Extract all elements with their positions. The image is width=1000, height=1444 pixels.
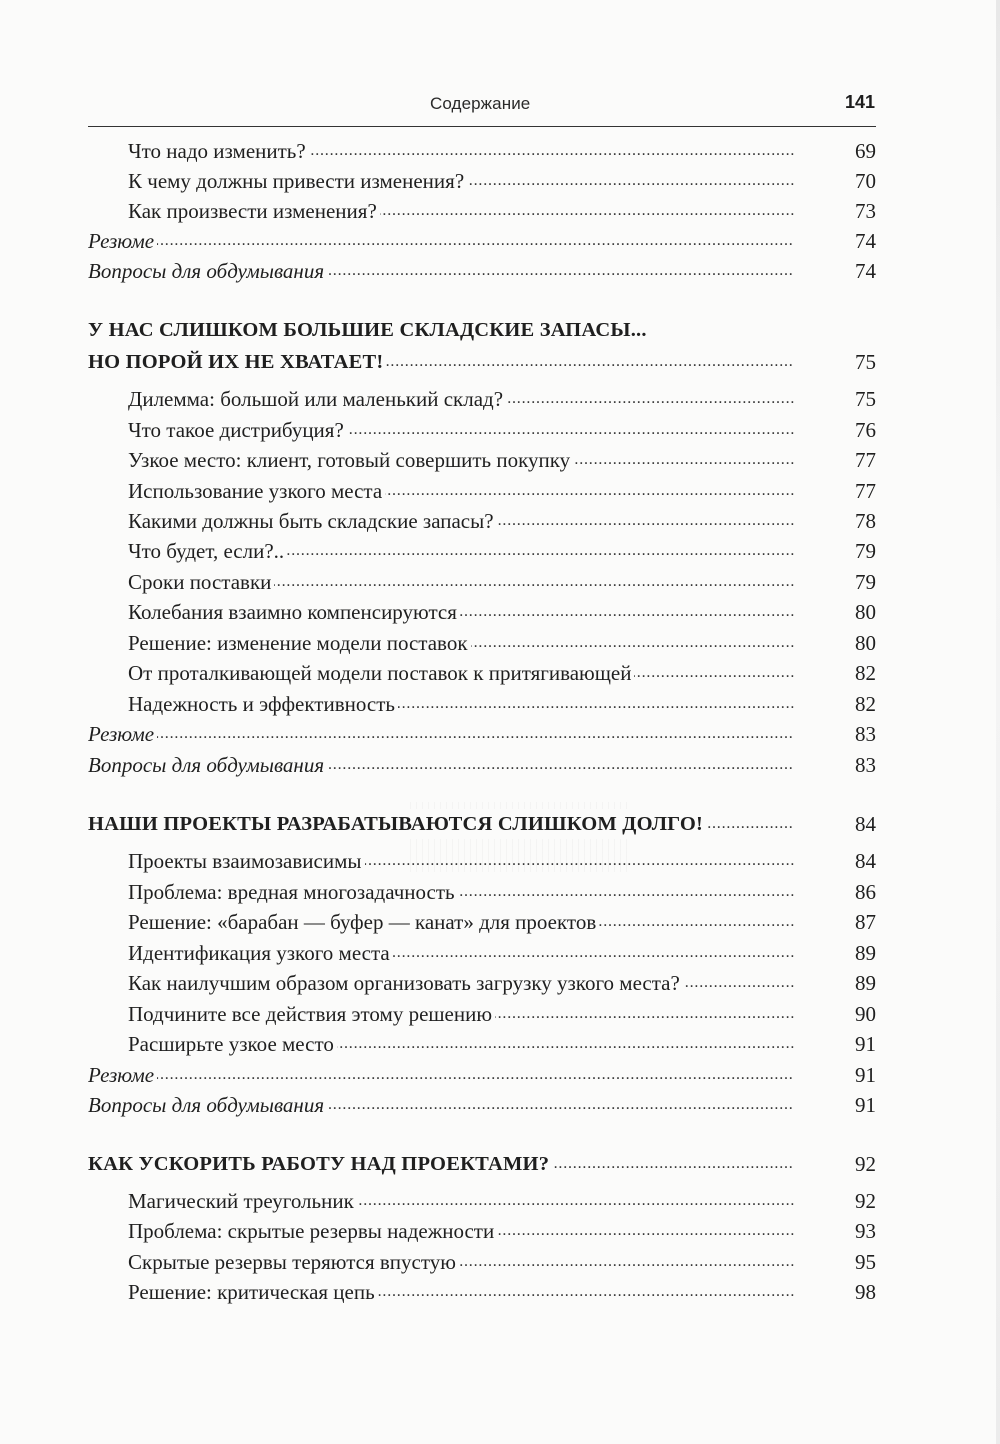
toc-questions	[88, 1090, 876, 1120]
toc-item-title: Что такое дистрибуция?	[128, 415, 347, 445]
toc-item	[88, 166, 876, 196]
toc-item-title: Какими должны быть складские запасы?	[128, 506, 497, 536]
resume-title: Резюме	[88, 719, 157, 749]
toc-item	[88, 476, 876, 506]
toc-item	[88, 907, 876, 937]
toc-item-title: Узкое место: клиент, готовый совершить покупку	[128, 445, 573, 475]
chapter-heading	[88, 1149, 876, 1179]
resume-title: Резюме	[88, 226, 157, 256]
toc-questions	[88, 256, 876, 286]
toc-item	[88, 1216, 876, 1246]
toc-item-page: 95	[855, 1250, 876, 1274]
toc-item-page: 79	[855, 539, 876, 563]
running-header	[88, 92, 876, 127]
toc-item	[88, 658, 876, 688]
dot-leader	[88, 719, 794, 749]
toc-item-title: Проблема: вредная многозадачность	[128, 877, 458, 907]
toc-item-title: Надежность и эффективность	[128, 689, 398, 719]
dot-leader	[88, 226, 794, 256]
toc-item-title: Как произвести изменения?	[128, 196, 380, 226]
toc-item	[88, 968, 876, 998]
chapter-page: 75	[855, 350, 876, 374]
toc-item-page: 77	[855, 479, 876, 503]
toc-resume	[88, 226, 876, 256]
toc-item-page: 98	[855, 1280, 876, 1304]
toc-item	[88, 1186, 876, 1216]
toc-item-title: Дилемма: большой или маленький склад?	[128, 384, 506, 414]
toc-item	[88, 628, 876, 658]
toc-item-page: 80	[855, 631, 876, 655]
toc-item-page: 90	[855, 1002, 876, 1026]
toc-item-title: Сроки поставки	[128, 567, 274, 597]
dot-leader	[88, 1060, 794, 1090]
resume-page: 74	[855, 229, 876, 253]
toc-item	[88, 1029, 876, 1059]
toc-item	[88, 1277, 876, 1307]
toc-resume	[88, 1060, 876, 1090]
resume-page: 91	[855, 1063, 876, 1087]
section-title: Содержание	[430, 94, 531, 113]
toc-item-title: Проекты взаимозависимы	[128, 846, 365, 876]
chapter-title: НАШИ ПРОЕКТЫ РАЗРАБАТЫВАЮТСЯ СЛИШКОМ ДОЛГО!	[88, 809, 706, 839]
toc-item-page: 78	[855, 509, 876, 533]
chapter-title: КАК УСКОРИТЬ РАБОТУ НАД ПРОЕКТАМИ?	[88, 1149, 552, 1179]
toc-item	[88, 536, 876, 566]
toc-item	[88, 415, 876, 445]
toc-item-title: Проблема: скрытые резервы надежности	[128, 1216, 497, 1246]
chapter-heading	[88, 347, 876, 377]
toc-item-page: 86	[855, 880, 876, 904]
toc-item-page: 89	[855, 941, 876, 965]
toc-item	[88, 689, 876, 719]
toc-item-title: Как наилучшим образом организовать загрузку узкого места?	[128, 968, 683, 998]
toc-item	[88, 846, 876, 876]
toc-item	[88, 567, 876, 597]
resume-title: Резюме	[88, 1060, 157, 1090]
toc-item-title: Решение: изменение модели поставок	[128, 628, 471, 658]
toc-item-page: 79	[855, 570, 876, 594]
toc-item	[88, 1247, 876, 1277]
toc-item-title: Колебания взаимно компенсируются	[128, 597, 460, 627]
toc-item	[88, 506, 876, 536]
toc-item-title: Использование узкого места	[128, 476, 385, 506]
toc-item-title: Идентификация узкого места	[128, 938, 393, 968]
toc-item	[88, 999, 876, 1029]
toc-item-page: 69	[855, 139, 876, 163]
toc-item	[88, 136, 876, 166]
chapter-title-line-2: НО ПОРОЙ ИХ НЕ ХВАТАЕТ!	[88, 347, 386, 377]
toc-item-title: От проталкивающей модели поставок к притягивающей	[128, 658, 634, 688]
toc-item-page: 89	[855, 971, 876, 995]
toc-item-title: Магический треугольник	[128, 1186, 357, 1216]
toc-resume	[88, 719, 876, 749]
toc-item-title: К чему должны привести изменения?	[128, 166, 467, 196]
toc-item	[88, 597, 876, 627]
chapter-page: 92	[855, 1152, 876, 1176]
questions-title: Вопросы для обдумывания	[88, 256, 327, 286]
toc-item-page: 84	[855, 849, 876, 873]
toc-questions	[88, 750, 876, 780]
toc-item-page: 82	[855, 692, 876, 716]
chapter-page: 84	[855, 812, 876, 836]
toc-item-page: 77	[855, 448, 876, 472]
toc-item-page: 80	[855, 600, 876, 624]
page-number: 141	[844, 92, 875, 112]
toc-item-page: 91	[855, 1032, 876, 1056]
toc-item-page: 73	[855, 199, 876, 223]
toc-item-title: Решение: «барабан — буфер — канат» для проектов	[128, 907, 599, 937]
toc-item-page: 76	[855, 418, 876, 442]
chapter-title-line-1: У НАС СЛИШКОМ БОЛЬШИЕ СКЛАДСКИЕ ЗАПАСЫ...	[88, 319, 647, 341]
toc-item	[88, 938, 876, 968]
toc-item-page: 92	[855, 1189, 876, 1213]
page-edge-shadow	[996, 0, 1000, 1444]
toc-item-page: 75	[855, 387, 876, 411]
questions-title: Вопросы для обдумывания	[88, 750, 327, 780]
questions-title: Вопросы для обдумывания	[88, 1090, 327, 1120]
toc-item-title: Подчините все действия этому решению	[128, 999, 495, 1029]
toc-item	[88, 196, 876, 226]
questions-page: 83	[855, 753, 876, 777]
toc-item-page: 82	[855, 661, 876, 685]
questions-page: 91	[855, 1093, 876, 1117]
toc-item	[88, 384, 876, 414]
toc-item-title: Что будет, если?..	[128, 536, 287, 566]
toc-item-title: Что надо изменить?	[128, 136, 309, 166]
toc-item	[88, 445, 876, 475]
toc-item-page: 93	[855, 1219, 876, 1243]
questions-page: 74	[855, 259, 876, 283]
toc-item	[88, 877, 876, 907]
toc-item-title: Решение: критическая цепь	[128, 1277, 378, 1307]
resume-page: 83	[855, 722, 876, 746]
chapter-heading	[88, 809, 876, 839]
toc-item-title: Расширьте узкое место	[128, 1029, 337, 1059]
toc-item-page: 70	[855, 169, 876, 193]
toc-item-page: 87	[855, 910, 876, 934]
toc-item-title: Скрытые резервы теряются впустую	[128, 1247, 459, 1277]
